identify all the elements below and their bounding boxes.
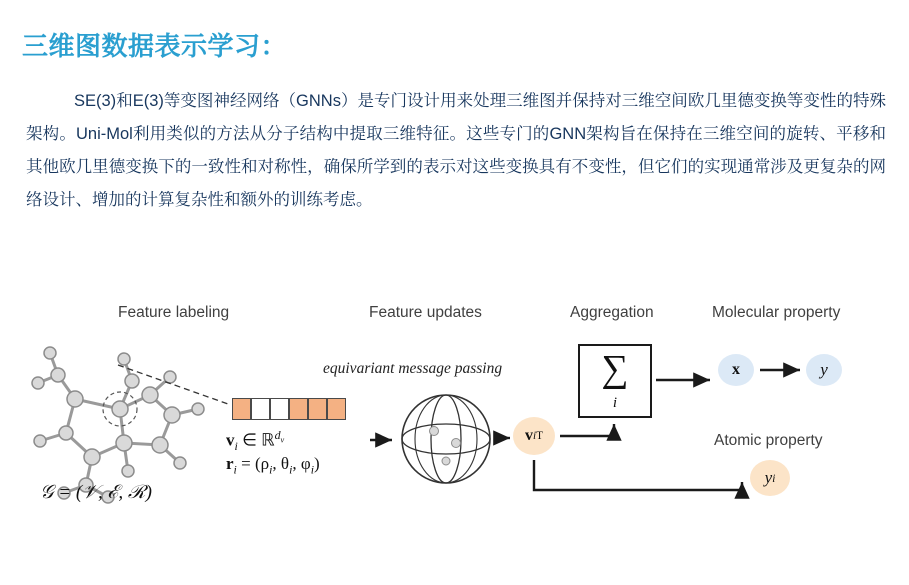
- vector-cell: [308, 398, 327, 420]
- vector-cell: [232, 398, 251, 420]
- vector-cell: [289, 398, 308, 420]
- bubble-vt: v i T: [513, 417, 555, 455]
- feature-vector: [232, 398, 346, 420]
- sigma-icon: ∑: [601, 348, 629, 390]
- figure-diagram: [0, 292, 909, 585]
- bubble-yi: y i: [750, 460, 790, 496]
- bubble-y: y: [806, 354, 842, 386]
- graph-definition-caption: 𝒢 = (𝒱, ℰ, ℛ): [40, 482, 152, 503]
- sigma-index: i: [612, 395, 618, 411]
- vector-equation-r: $r_i = (\rho_i$, $\theta_i$, $\varphi_i$): [226, 454, 320, 477]
- page-title: 三维图数据表示学习：: [22, 31, 288, 61]
- vector-cell: [327, 398, 346, 420]
- figure-label-molecular-property: Molecular property: [712, 304, 841, 321]
- aggregation-box: [578, 344, 652, 418]
- sphere-icon: [398, 391, 494, 487]
- vector-cell: [251, 398, 270, 420]
- bubble-x: x: [718, 354, 754, 386]
- vector-equation-v: $v_i$ ∈ ℝ$^{d_v}$: [226, 428, 285, 454]
- figure-label-atomic-property: Atomic property: [714, 432, 823, 449]
- body-paragraph: SE(3)和E(3)等变图神经网络（GNNs）是专门设计用来处理三维图并保持对三维空间欧几里德变换等变性的特殊架构。Uni-Mol利用类似的方法从分子结构中提取三维特征。这些专门的GNN架构旨在保持在三维空间的旋转、平移和其他欧几里德变换下的一致性和对称性，确保所学到的表示对这些变换具有不变性，但它们的实现通常涉及更复杂的网络设计、增加的计算复杂性和额外的训练考虑。: [26, 92, 886, 209]
- figure-label-feature-updates: Feature updates: [369, 304, 482, 321]
- figure-label-aggregation: Aggregation: [570, 304, 654, 321]
- vector-cell: [270, 398, 289, 420]
- figure-label-equivariant-message-passing: equivariant message passing: [323, 360, 503, 377]
- figure-label-feature-labeling: Feature labeling: [118, 304, 230, 321]
